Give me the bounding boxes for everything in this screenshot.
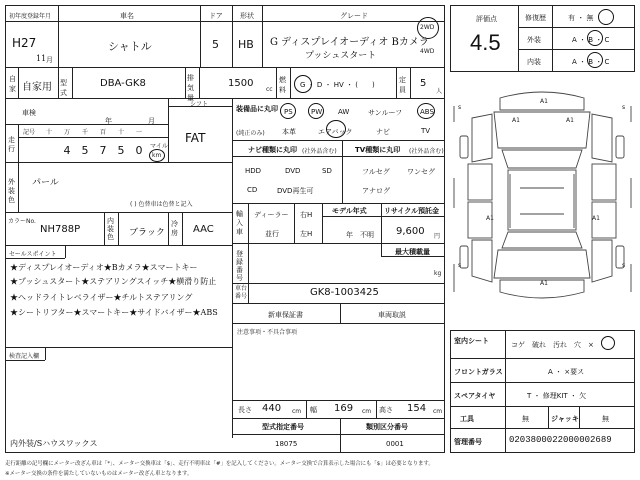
exterior-color-note: ( ) 色替車は色替と記入: [130, 201, 193, 208]
displacement-label: 排気量: [187, 74, 194, 102]
tv-fullseg: フルセグ: [362, 168, 390, 176]
car-name-value: シャトル: [108, 40, 152, 53]
displacement-value: 1500: [228, 78, 254, 89]
seat-label: 室内シート: [454, 337, 489, 345]
digit-header: 記号: [22, 129, 35, 136]
import-right: 右H: [300, 211, 313, 219]
mileage-digits: [58, 144, 148, 158]
score-label: 評価点: [476, 15, 497, 23]
sales-point-line: ★ディスプレイオーディオ★Bカメラ★スマートキー: [10, 263, 198, 272]
equip-tv: TV: [421, 127, 431, 135]
equip-ps: PS: [284, 108, 293, 116]
mileage-unit-km: km: [152, 152, 162, 159]
digit-header: 百: [99, 129, 106, 136]
repair-options: 有 ・ 無: [568, 14, 594, 22]
jack-value: 無: [602, 415, 609, 423]
class-no-label: 類別区分番号: [366, 423, 408, 431]
ac-value: AAC: [193, 224, 214, 235]
import-parallel: 並行: [265, 230, 279, 238]
nav-cd: CD: [247, 186, 258, 194]
damage-mark: A1: [540, 98, 548, 105]
nav-header: ナビ種類に丸印: [248, 146, 297, 154]
nav-hdd: HDD: [245, 167, 262, 175]
displacement-unit: cc: [266, 86, 273, 93]
damage-mark: A1: [566, 117, 574, 124]
tools-value: 無: [522, 415, 529, 423]
drive-4wd: 4WD: [420, 48, 435, 55]
width-value: 169: [334, 403, 354, 414]
length-label: 長さ: [238, 406, 252, 414]
shift-label: シフト: [190, 101, 209, 108]
sales-point-line: ★シートリフター★スマートキー★サイドバイザー★ABS: [10, 308, 218, 317]
spare-items: T ・ 修理KIT ・ 欠: [527, 392, 587, 400]
car-name-label: 車名: [120, 12, 134, 20]
color-no-label: カラーNo.: [8, 218, 36, 225]
nav-dvd: DVD: [285, 167, 301, 175]
grade-label: グレード: [340, 12, 368, 20]
type-label: 型式: [60, 79, 67, 97]
max-load-label: 最大積載量: [395, 248, 430, 256]
use-label-2: 家: [9, 85, 16, 93]
equip-abs: ABS: [420, 108, 434, 116]
use-value: 自家用: [22, 82, 52, 93]
chassis-value: GK8-1003425: [310, 287, 379, 298]
nav-dvd-play: DVD再生可: [277, 187, 314, 195]
equip-leather: 本革: [282, 128, 296, 136]
inspector-notes-label: 検査記入欄: [9, 353, 40, 360]
inspection-label: 車検: [22, 109, 36, 117]
inspection-year-unit: 年: [105, 117, 112, 125]
recycle-value: 9,600: [396, 226, 425, 237]
mileage-digit: 4: [63, 144, 71, 157]
mileage-digit: 7: [99, 144, 107, 157]
drive-2wd: 2WD: [420, 24, 435, 31]
tv-analog: アナログ: [362, 187, 390, 195]
max-load-unit: kg: [434, 270, 442, 277]
exterior-label: 外装色: [8, 178, 15, 204]
model-year-label: モデル年式: [332, 207, 367, 215]
width-unit: cm: [362, 408, 372, 415]
mgmt-label: 管理番号: [454, 438, 482, 446]
mgmt-value: 0203800022000002689: [509, 435, 612, 445]
digit-header: 十: [45, 129, 52, 136]
equip-aw: AW: [338, 108, 350, 116]
shape-value: HB: [238, 38, 254, 51]
bracket-label: s: [622, 104, 626, 111]
model-year-value: 年 不明: [346, 231, 374, 239]
seat-items: コゲ 破れ 汚れ 穴 ×: [511, 341, 594, 349]
use-label: 自: [9, 75, 16, 83]
sales-points-label: セールスポイント: [9, 251, 57, 258]
sales-point-line: ★プッシュスタート★ステアリングスイッチ★横滑り防止: [10, 277, 217, 286]
sales-point-line: ★ヘッドライトレベライザー★チルトステアリング: [10, 293, 193, 302]
digit-header: 一: [135, 129, 142, 136]
mileage-digit-headers: [18, 127, 148, 137]
notes-label: 注意事項・不具合事項: [237, 329, 298, 336]
jack-label: ジャッキ: [551, 415, 579, 423]
equipment-sublabel: (純正のみ): [236, 130, 265, 137]
int-label: 内装: [527, 58, 541, 66]
interior-value: ブラック: [129, 228, 165, 238]
nav-sd: SD: [322, 167, 332, 175]
equipment-label: 装備品に丸印: [236, 105, 278, 113]
repair-none-circle: [598, 9, 614, 25]
doors-label: ドア: [209, 12, 223, 20]
doors-value: 5: [212, 38, 219, 51]
recycle-unit: 円: [434, 233, 441, 240]
score-value: 4.5: [470, 30, 501, 55]
fuel-options: G ・ D ・ HV ・ ( ): [300, 81, 375, 89]
mileage-label: 走行: [8, 136, 15, 153]
tv-header: TV種類に丸印: [355, 146, 401, 154]
height-value: 154: [407, 403, 427, 414]
grade-line-1: G ディスプレイオーディオ Bカメラ: [270, 37, 429, 48]
footer-note-1: 走行距離の記号欄にメーター改ざん車は「*」、メーター交換車は「$」、走行不明車は「#」を記入してください。メーター交換で合算表示した場合にも「$」は必要となります。: [5, 461, 434, 467]
first-reg-month: 11: [36, 54, 47, 63]
inspector-notes-text: 内外装/Sハウスワックス: [10, 439, 98, 448]
damage-mark: A1: [540, 280, 548, 287]
ext-options: A ・ B ・ C: [572, 36, 610, 44]
tv-oneseg: ワンセグ: [407, 168, 435, 176]
equip-airbag: エアバック: [318, 128, 353, 136]
repair-label: 修復歴: [525, 14, 546, 22]
tools-label: 工具: [460, 415, 474, 423]
color-no-value: NH788P: [40, 224, 81, 235]
car-condition-diagram: [450, 78, 635, 330]
mileage-digit: 0: [135, 144, 143, 157]
height-unit: cm: [433, 408, 443, 415]
int-options: A ・ B ・ C: [572, 58, 610, 66]
fuel-label: 燃料: [279, 76, 286, 94]
first-reg-label: 初年度登録年月: [9, 13, 52, 20]
equip-sunroof: サンルーフ: [368, 109, 403, 117]
digit-header: 千: [81, 129, 88, 136]
import-label: 輸入車: [236, 210, 243, 236]
digit-header: 万: [63, 129, 70, 136]
mileage-digit: 5: [117, 144, 125, 157]
capacity-value: 5: [420, 78, 427, 89]
glass-items: A ・ ×要ス: [548, 368, 585, 376]
mileage-digit: 5: [81, 144, 89, 157]
damage-mark: A1: [592, 215, 600, 222]
length-unit: cm: [292, 408, 302, 415]
seat-x-circle: [601, 336, 615, 350]
exterior-color-value: パール: [32, 178, 59, 188]
nav-sub: (社外品含む): [302, 148, 337, 155]
spare-label: スペアタイヤ: [454, 392, 496, 400]
type-value: DBA-GK8: [100, 78, 146, 89]
footer-note-2: ※メーター交換の条件を満たしていないものはメーター改ざん車となります。: [5, 471, 193, 477]
type-no-label: 型式指定番号: [262, 423, 304, 431]
type-no-value: 18075: [275, 440, 298, 448]
import-dealer: ディーラー: [254, 211, 289, 219]
damage-mark: A1: [512, 117, 520, 124]
damage-mark: A1: [486, 215, 494, 222]
recycle-label: リサイクル預託金: [384, 207, 440, 215]
first-reg-month-unit: 月: [46, 56, 53, 64]
height-label: 高さ: [379, 406, 393, 414]
glass-label: フロントガラス: [454, 368, 503, 376]
digit-header: 十: [117, 129, 124, 136]
grade-line-2: プッシュスタート: [305, 51, 377, 61]
bracket-label: s: [458, 104, 462, 111]
tv-sub: (社外品含む): [409, 148, 444, 155]
shift-value: FAT: [185, 131, 206, 145]
warranty-label: 新車保証書: [268, 311, 303, 319]
interior-label: 内装色: [107, 217, 114, 241]
shape-label: 形状: [240, 12, 254, 20]
class-no-value: 0001: [386, 440, 404, 448]
bracket-label: s: [622, 262, 626, 269]
bracket-label: s: [458, 262, 462, 269]
width-label: 幅: [310, 406, 317, 414]
ac-label: 冷房: [171, 220, 178, 237]
reg-no-label: 登録番号: [236, 250, 243, 282]
chassis-label: 車台番号: [235, 285, 248, 300]
capacity-label: 定員: [399, 76, 406, 94]
equip-navi: ナビ: [376, 128, 390, 136]
manual-label: 車両取説: [378, 311, 406, 319]
capacity-unit: 人: [436, 88, 443, 95]
import-left: 左H: [300, 230, 313, 238]
ext-label: 外装: [527, 36, 541, 44]
equip-pw: PW: [311, 108, 323, 116]
length-value: 440: [262, 403, 282, 414]
inspection-month-unit: 月: [148, 117, 155, 125]
mileage-unit-mile: マイル: [150, 143, 168, 150]
first-reg-year: H27: [12, 36, 37, 50]
